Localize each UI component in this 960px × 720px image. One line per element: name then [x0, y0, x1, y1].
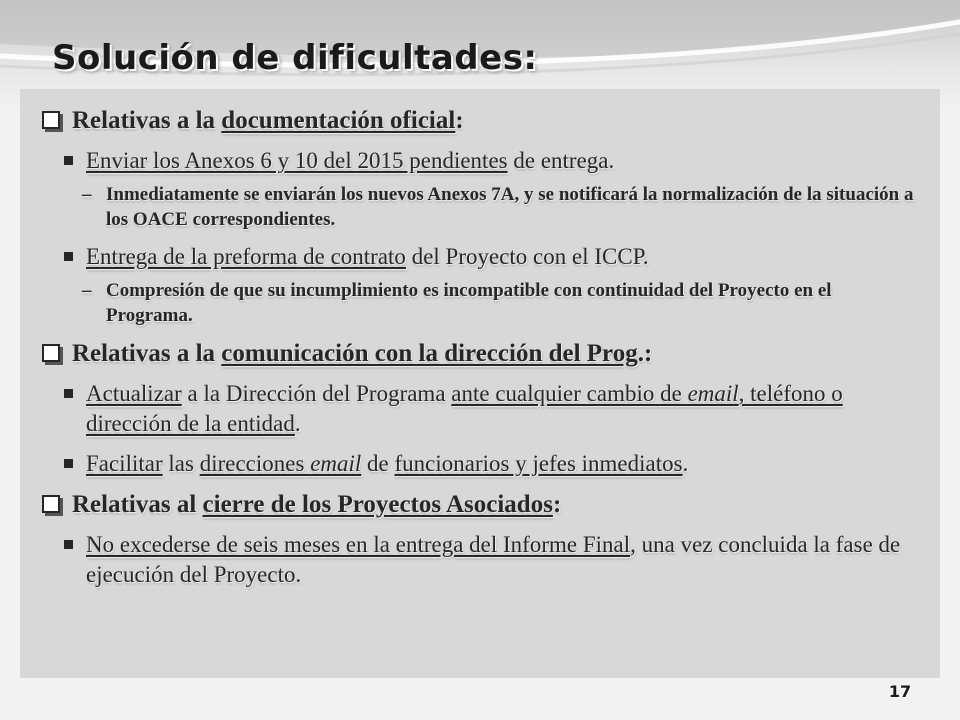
bullet-underlined-text: Actualizar	[86, 381, 182, 406]
bullet-item	[38, 146, 922, 176]
section-heading-suffix: :	[552, 491, 562, 518]
square-bullet-icon	[64, 389, 73, 398]
bullet-item	[38, 449, 922, 479]
bullet-underlined-italic-text: email	[310, 451, 362, 476]
bullet-underlined-text: direcciones	[199, 451, 311, 476]
section-heading-prefix: Relativas a la	[72, 340, 222, 367]
square-bullet-icon	[64, 252, 73, 261]
section-heading-prefix: Relativas al	[72, 491, 203, 518]
dash-bullet-icon: –	[82, 184, 92, 205]
square-bullet-icon	[64, 156, 73, 165]
section-heading	[38, 489, 922, 520]
slide-title: Solución de dificultades:	[52, 38, 538, 78]
bullet-underlined-text: ante cualquier cambio de	[451, 381, 688, 406]
bullet-text: de entrega.	[507, 148, 615, 173]
bullet-text: a la Dirección del Programa	[181, 381, 452, 406]
bullet-text: las	[162, 451, 200, 476]
bullet-underlined-text: Facilitar	[86, 451, 163, 476]
bullet-underlined-italic-text: email	[687, 381, 739, 406]
section-heading	[38, 105, 922, 136]
checkbox-bullet-icon	[42, 344, 60, 362]
bullet-item	[38, 242, 922, 272]
section-heading-emphasis: comunicación con la dirección del Prog	[221, 340, 638, 367]
bullet-text: .	[682, 451, 689, 476]
section-heading-suffix: .:	[637, 340, 653, 367]
section-heading-emphasis: documentación oficial	[221, 107, 456, 134]
bullet-text: del Proyecto con el ICCP.	[405, 244, 649, 269]
bullet-underlined-text: funcionarios y jefes inmediatos	[394, 451, 683, 476]
sub-bullet-item	[38, 278, 922, 328]
bullet-text: de	[361, 451, 395, 476]
checkbox-bullet-icon	[42, 495, 60, 513]
bullet-underlined-text: Enviar los Anexos 6 y 10 del 2015 pendientes	[86, 148, 508, 173]
checkbox-bullet-icon	[42, 111, 60, 129]
page-number: 17	[888, 682, 912, 701]
bullet-text: .	[294, 411, 301, 436]
section-heading-emphasis: cierre de los Proyectos Asociados	[202, 491, 553, 518]
section-heading-suffix: :	[455, 107, 464, 134]
bullet-text: , una vez concluida la fase de ejecución del Proyecto.	[86, 532, 901, 587]
section-heading	[38, 338, 922, 369]
sub-bullet-text: Compresión de que su incumplimiento es incompatible con continuidad del Proyecto en el Programa.	[106, 280, 832, 326]
section-heading-prefix: Relativas a la	[72, 107, 222, 134]
bullet-item	[38, 379, 922, 439]
square-bullet-icon	[64, 459, 73, 468]
bullet-underlined-text: , teléfono o dirección de la entidad	[86, 381, 843, 436]
square-bullet-icon	[64, 540, 73, 549]
bullet-item	[38, 530, 922, 590]
bullet-underlined-text: Entrega de la preforma de contrato	[86, 244, 406, 269]
sub-bullet-text: Inmediatamente se enviarán los nuevos Anexos 7A, y se notificará la normalización de la situación a los OACE correspondientes.	[106, 184, 914, 230]
slide-content	[20, 89, 940, 678]
bullet-underlined-text: No excederse de seis meses en la entrega del Informe Final	[86, 532, 631, 557]
dash-bullet-icon: –	[82, 280, 92, 301]
sub-bullet-item	[38, 182, 922, 232]
